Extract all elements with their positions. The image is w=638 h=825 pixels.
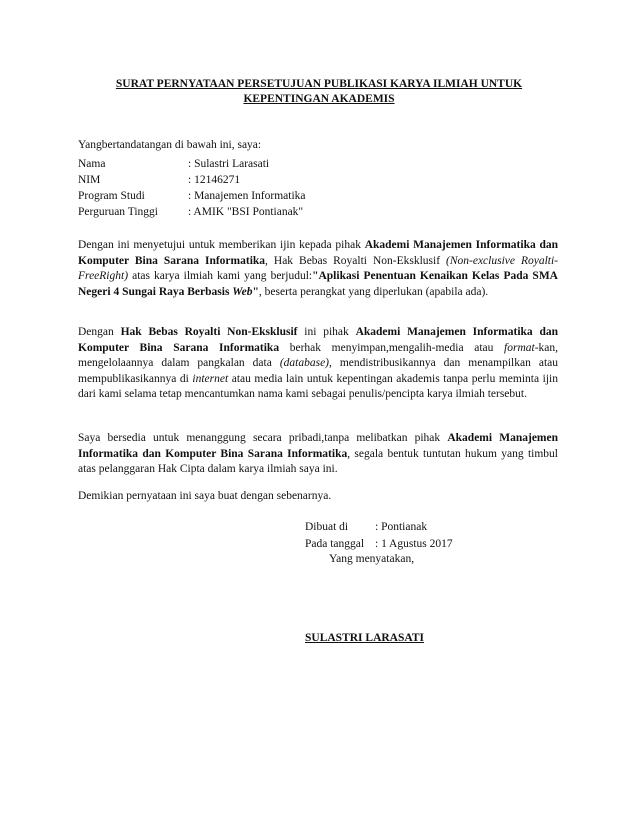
identity-table xyxy=(78,158,306,222)
date-line xyxy=(305,536,453,553)
title-line-1: SURAT PERNYATAAN PERSETUJUAN PUBLIKASI KARYA ILMIAH UNTUK xyxy=(115,78,523,90)
place-label: Dibuat di xyxy=(305,521,349,533)
place-date-block xyxy=(305,519,453,553)
rights-paragraph xyxy=(78,325,558,403)
liability-paragraph xyxy=(78,431,558,478)
consent-paragraph xyxy=(78,238,558,300)
signature-closing: Yang menyatakan, xyxy=(329,553,415,565)
identity-row-program xyxy=(78,190,306,206)
text-run: Dengan ini menyetujui untuk memberikan ijin kepada pihak xyxy=(78,239,365,251)
thesis-title: "Aplikasi Penentuan Kenaikan Kelas Pada SMA Negeri 4 Sungai Raya Berbasis Web" xyxy=(78,270,558,298)
identity-label: Nama xyxy=(78,158,106,170)
text-run: ini pihak xyxy=(297,326,356,338)
text-run: , segala bentuk tuntutan hukum yang timbul atas pelanggaran Hak Cipta dalam karya ilmiah saya ini. xyxy=(78,447,558,476)
signer-name: SULASTRI LARASATI xyxy=(305,632,424,644)
identity-value: : Manajemen Informatika xyxy=(188,190,306,202)
document-title xyxy=(70,77,568,107)
license-term: (Non-exclusive Royalti-FreeRight) xyxy=(78,254,559,283)
text-run: , beserta perangkat yang diperlukan (apabila ada). xyxy=(258,285,489,298)
identity-row-nim xyxy=(78,174,306,190)
text-run: -kan, mengelolaannya dalam pangkalan data xyxy=(78,341,559,370)
identity-value: : AMIK "BSI Pontianak" xyxy=(188,206,304,218)
identity-row-institution xyxy=(78,206,306,222)
identity-label: Program Studi xyxy=(78,190,145,202)
place-line xyxy=(305,519,453,536)
term-internet: internet xyxy=(192,372,229,385)
text-run: Dengan xyxy=(78,326,121,338)
title-line-2: KEPENTINGAN AKADEMIS xyxy=(243,93,395,105)
term-database: (database) xyxy=(279,357,329,370)
text-run: , Hak Bebas Royalti Non-Eksklusif xyxy=(265,254,447,267)
text-run: Saya bersedia untuk menanggung secara pribadi,tanpa melibatkan pihak xyxy=(78,432,448,444)
identity-label: Perguruan Tinggi xyxy=(78,206,158,218)
identity-row-name xyxy=(78,158,306,174)
term-format: format xyxy=(504,341,535,354)
institution-name: Akademi Manajemen Informatika dan Komputer Bina Sarana Informatika xyxy=(78,432,559,460)
identity-label: NIM xyxy=(78,174,101,186)
thesis-title-web: Web xyxy=(232,285,253,298)
license-term: Hak Bebas Royalti Non-Eksklusif xyxy=(120,326,298,338)
text-run: atau media lain untuk kepentingan akademis tanpa perlu meminta ijin dari kami selama tetap mencantumkan nama kami sebagai penulis/pencipta karya ilmiah tersebut. xyxy=(78,372,558,401)
institution-name: Akademi Manajemen Informatika dan Komputer Bina Sarana Informatika xyxy=(78,239,558,267)
identity-value: : 12146271 xyxy=(188,174,241,186)
text-run: berhak menyimpan,mengalih-media atau xyxy=(279,341,505,354)
text-run: atas karya ilmiah kami yang berjudul: xyxy=(128,270,313,283)
intro-text: Yangbertandatangan di bawah ini, saya: xyxy=(78,139,262,151)
closing-statement: Demikian pernyataan ini saya buat dengan sebenarnya. xyxy=(78,490,332,502)
date-value: : 1 Agustus 2017 xyxy=(375,538,453,550)
date-label: Pada tanggal xyxy=(305,538,365,550)
institution-name: Akademi Manajemen Informatika dan Komputer Bina Sarana Informatika xyxy=(78,326,559,354)
identity-value: : Sulastri Larasati xyxy=(188,158,270,170)
place-value: : Pontianak xyxy=(375,521,428,533)
text-run: , mendistribusikannya dan menampilkan atau mempublikasikannya di xyxy=(78,357,558,385)
